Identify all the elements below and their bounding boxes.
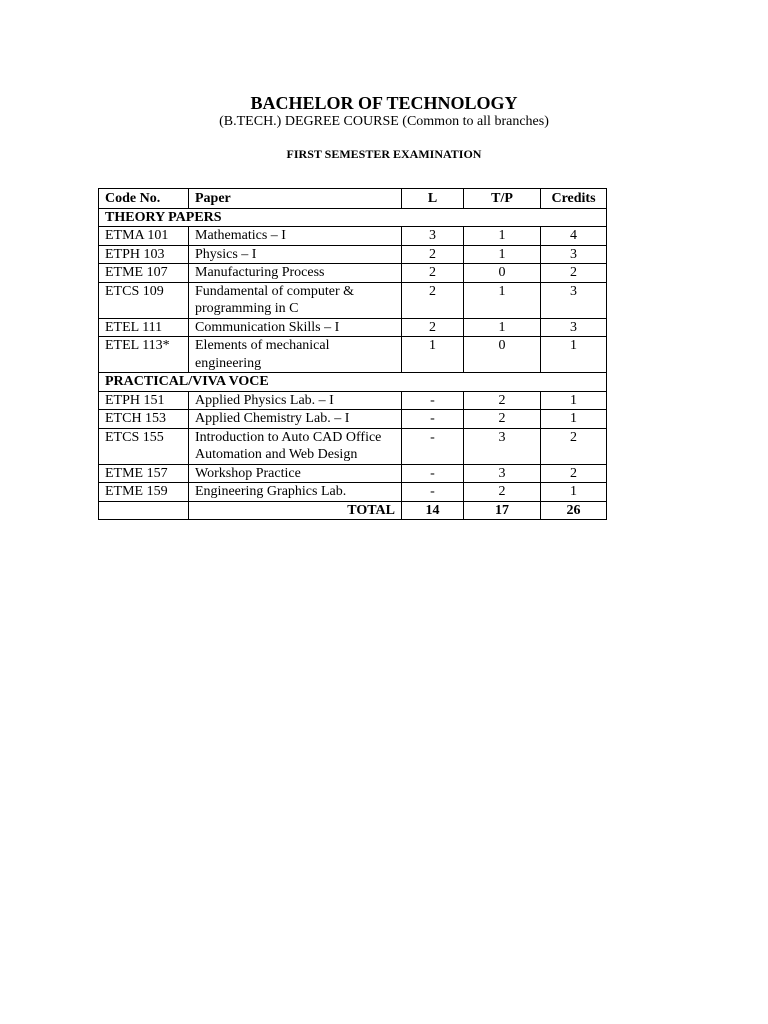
section-label-practical: PRACTICAL/VIVA VOCE <box>99 373 607 392</box>
table-header-row <box>99 189 607 209</box>
course-paper: Applied Chemistry Lab. – I <box>189 410 402 429</box>
course-l: 2 <box>402 264 464 283</box>
course-l: 2 <box>402 318 464 337</box>
course-code: ETEL 111 <box>99 318 189 337</box>
section-row-practical <box>99 373 607 392</box>
course-paper: Manufacturing Process <box>189 264 402 283</box>
course-credits: 2 <box>541 428 607 464</box>
course-code: ETME 107 <box>99 264 189 283</box>
table-row <box>99 245 607 264</box>
table-row <box>99 318 607 337</box>
course-tp: 1 <box>464 318 541 337</box>
total-credits: 26 <box>541 501 607 520</box>
total-row <box>99 501 607 520</box>
course-l: - <box>402 428 464 464</box>
course-paper: Applied Physics Lab. – I <box>189 391 402 410</box>
course-tp: 2 <box>464 391 541 410</box>
table-row <box>99 410 607 429</box>
course-credits: 3 <box>541 318 607 337</box>
document-subtitle: (B.TECH.) DEGREE COURSE (Common to all branches) <box>219 114 549 129</box>
total-empty-cell <box>99 501 189 520</box>
practical-rows <box>99 391 607 501</box>
course-credits: 2 <box>541 464 607 483</box>
table-row <box>99 337 607 373</box>
course-credits: 2 <box>541 264 607 283</box>
course-l: 1 <box>402 337 464 373</box>
col-header-paper: Paper <box>189 189 402 209</box>
course-code: ETPH 151 <box>99 391 189 410</box>
course-paper: Introduction to Auto CAD Office Automation and Web Design <box>189 428 402 464</box>
col-header-code: Code No. <box>99 189 189 209</box>
course-l: - <box>402 391 464 410</box>
col-header-credits: Credits <box>541 189 607 209</box>
course-code: ETEL 113* <box>99 337 189 373</box>
table-row <box>99 264 607 283</box>
course-tp: 2 <box>464 410 541 429</box>
semester-heading: FIRST SEMESTER EXAMINATION <box>286 147 482 161</box>
course-credits: 3 <box>541 282 607 318</box>
course-tp: 0 <box>464 337 541 373</box>
total-tp: 17 <box>464 501 541 520</box>
course-l: - <box>402 464 464 483</box>
section-row-theory <box>99 208 607 227</box>
theory-rows <box>99 227 607 373</box>
course-code: ETCH 153 <box>99 410 189 429</box>
course-paper: Mathematics – I <box>189 227 402 246</box>
course-tp: 3 <box>464 428 541 464</box>
course-credits: 1 <box>541 410 607 429</box>
course-tp: 0 <box>464 264 541 283</box>
course-paper: Communication Skills – I <box>189 318 402 337</box>
course-credits: 3 <box>541 245 607 264</box>
document-title: BACHELOR OF TECHNOLOGY <box>250 93 518 113</box>
course-code: ETME 157 <box>99 464 189 483</box>
course-l: 2 <box>402 282 464 318</box>
course-paper: Elements of mechanical engineering <box>189 337 402 373</box>
course-l: 3 <box>402 227 464 246</box>
col-header-tp: T/P <box>464 189 541 209</box>
course-tp: 1 <box>464 282 541 318</box>
table-row <box>99 391 607 410</box>
course-l: 2 <box>402 245 464 264</box>
course-paper: Workshop Practice <box>189 464 402 483</box>
course-l: - <box>402 483 464 502</box>
course-paper: Physics – I <box>189 245 402 264</box>
course-tp: 2 <box>464 483 541 502</box>
table-row <box>99 282 607 318</box>
table-row <box>99 428 607 464</box>
course-code: ETME 159 <box>99 483 189 502</box>
col-header-l: L <box>402 189 464 209</box>
total-l: 14 <box>402 501 464 520</box>
total-label: TOTAL <box>189 501 402 520</box>
table-row <box>99 227 607 246</box>
section-label-theory: THEORY PAPERS <box>99 208 607 227</box>
course-tp: 3 <box>464 464 541 483</box>
course-table <box>98 188 607 520</box>
course-paper: Engineering Graphics Lab. <box>189 483 402 502</box>
course-credits: 1 <box>541 483 607 502</box>
course-paper: Fundamental of computer & programming in C <box>189 282 402 318</box>
course-code: ETPH 103 <box>99 245 189 264</box>
table-row <box>99 483 607 502</box>
course-l: - <box>402 410 464 429</box>
course-tp: 1 <box>464 227 541 246</box>
course-code: ETCS 155 <box>99 428 189 464</box>
course-credits: 4 <box>541 227 607 246</box>
course-credits: 1 <box>541 391 607 410</box>
course-credits: 1 <box>541 337 607 373</box>
course-tp: 1 <box>464 245 541 264</box>
course-code: ETMA 101 <box>99 227 189 246</box>
course-code: ETCS 109 <box>99 282 189 318</box>
table-row <box>99 464 607 483</box>
